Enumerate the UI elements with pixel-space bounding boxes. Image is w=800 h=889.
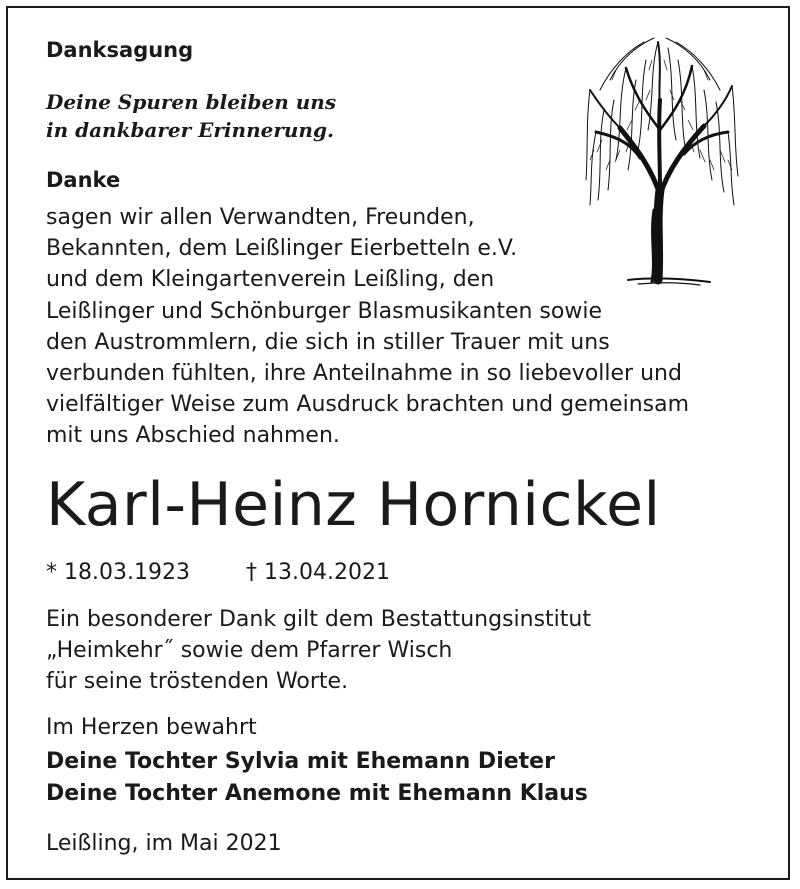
thanks-line: mit uns Abschied nahmen. xyxy=(46,423,340,449)
special-thanks-line: „Heimkehr˝ sowie dem Pfarrer Wisch xyxy=(46,638,453,664)
thanks-line: verbunden fühlten, ihre Anteilnahme in so liebevoller und xyxy=(46,361,682,387)
thanks-heading: Danke xyxy=(46,168,121,192)
tree-icon xyxy=(580,30,740,290)
notice-heading: Danksagung xyxy=(46,38,194,62)
signature-line: Deine Tochter Sylvia mit Ehemann Dieter xyxy=(46,749,555,774)
thanks-line: Bekannten, dem Leißlinger Eierbetteln e.V. xyxy=(46,236,518,262)
place-date: Leißling, im Mai 2021 xyxy=(46,831,282,856)
special-thanks-line: Ein besonderer Dank gilt dem Bestattungsinstitut xyxy=(46,607,591,632)
motto xyxy=(46,88,336,144)
signature-names xyxy=(46,746,588,810)
special-thanks-line: für seine tröstenden Worte. xyxy=(46,669,349,695)
death-date: † 13.04.2021 xyxy=(246,560,390,585)
birth-date: * 18.03.1923 xyxy=(46,560,190,585)
motto-line: Deine Spuren bleiben uns xyxy=(46,90,337,114)
motto-line: in dankbarer Erinnerung. xyxy=(46,118,334,142)
thanks-line: und dem Kleingartenverein Leißling, den xyxy=(46,267,495,293)
thanks-line: Leißlinger und Schönburger Blasmusikanten sowie xyxy=(46,298,602,324)
thanks-line: vielfältiger Weise zum Ausdruck brachten und gemeinsam xyxy=(46,392,690,418)
special-thanks xyxy=(46,604,591,698)
thanks-line: den Austrommlern, die sich in stiller Trauer mit uns xyxy=(46,329,610,355)
signature-line: Deine Tochter Anemone mit Ehemann Klaus xyxy=(46,781,588,806)
deceased-name: Karl-Heinz Hornickel xyxy=(46,470,661,540)
signature-intro: Im Herzen bewahrt xyxy=(46,715,257,740)
thanks-line: sagen wir allen Verwandten, Freunden, xyxy=(46,205,475,230)
